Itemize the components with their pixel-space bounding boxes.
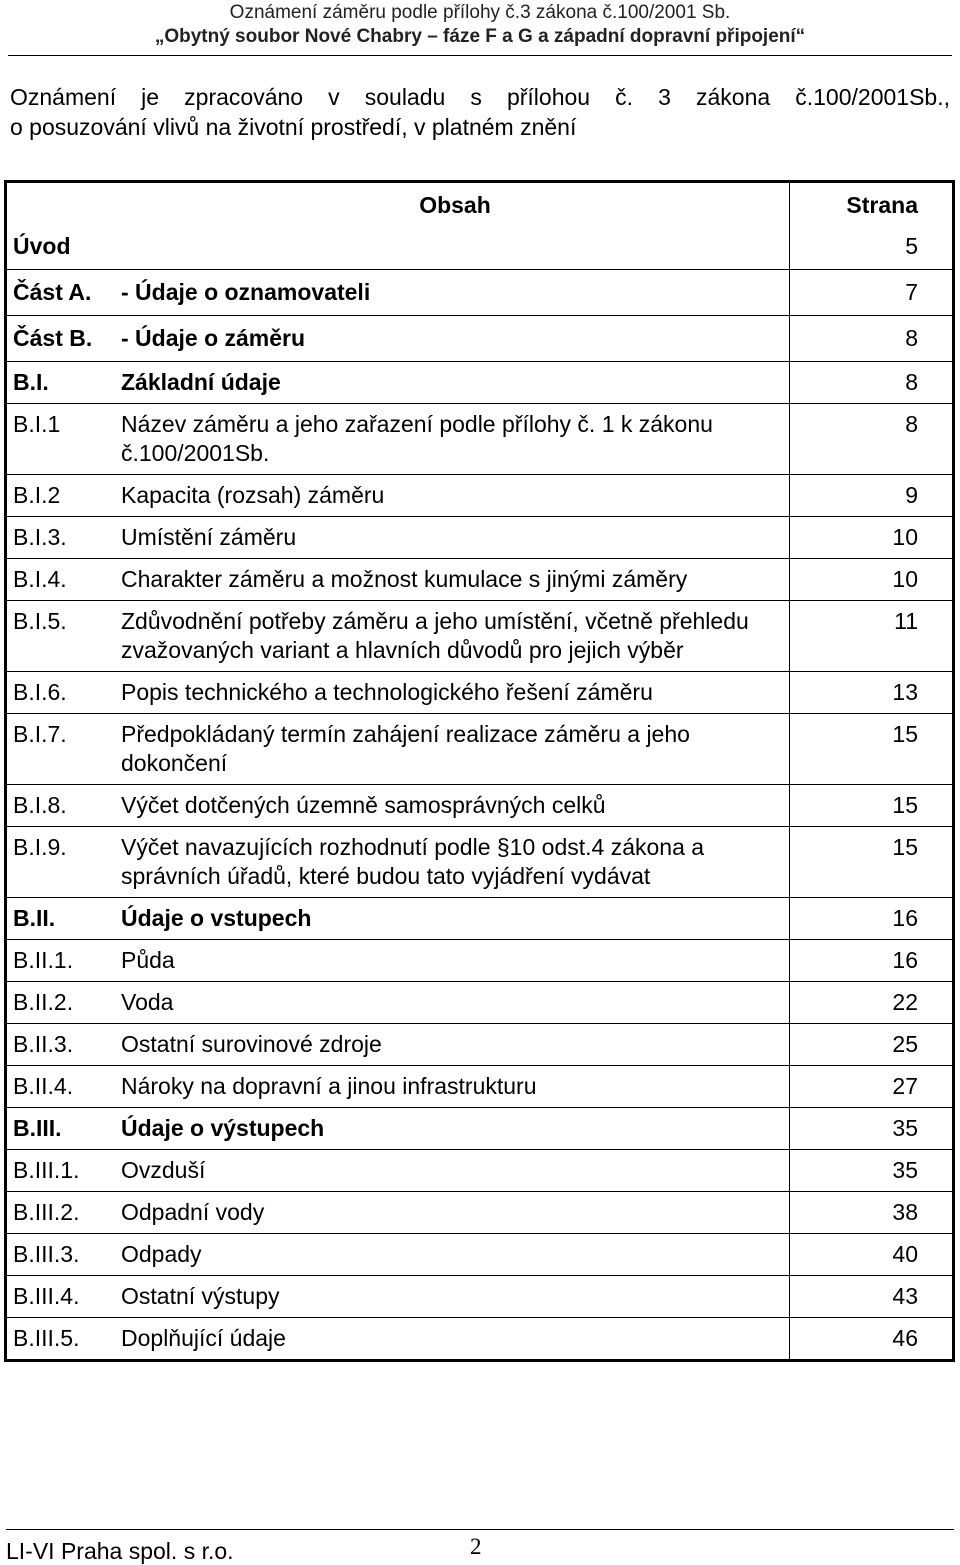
toc-entry-title-line-2: zvažovaných variant a hlavních důvodů pro jejich výběr — [121, 637, 684, 663]
toc-entry-title-line: Výčet navazujících rozhodnutí podle §10 odst.4 zákona a — [121, 834, 705, 860]
toc-entry-number: B.III.3. — [7, 1234, 121, 1276]
header-divider — [8, 55, 952, 56]
toc-entry-number: Úvod — [13, 233, 71, 259]
toc-entry-title — [121, 316, 790, 362]
toc-entry — [7, 270, 952, 316]
toc-entry-title-line: Název záměru a jeho zařazení podle přílohy č. 1 k zákonu — [121, 411, 713, 437]
toc-entry-title — [121, 1276, 790, 1318]
toc-entry-number: B.III. — [7, 1108, 121, 1150]
toc-entry-title — [121, 1234, 790, 1276]
toc-entry-title — [121, 1150, 790, 1192]
toc-entry-title-line: Nároky na dopravní a jinou infrastrukturu — [121, 1073, 537, 1099]
running-header-title: Oznámení záměru podle přílohy č.3 zákona č.100/2001 Sb. — [229, 2, 731, 23]
toc-entry — [7, 559, 952, 601]
toc-entry-page: 8 — [790, 404, 953, 475]
toc-entry — [7, 1024, 952, 1066]
toc-entry-number: B.I.8. — [7, 785, 121, 827]
toc-entry — [7, 224, 952, 270]
toc-entry-title — [121, 224, 790, 270]
toc-entry-title-line: Odpady — [121, 1241, 202, 1267]
toc-entry-title-line: Kapacita (rozsah) záměru — [121, 482, 385, 508]
toc-entry-page: 8 — [790, 316, 953, 362]
toc-title: Obsah — [419, 192, 491, 218]
toc-entry-page: 43 — [790, 1276, 953, 1318]
toc-entry-number: B.III.1. — [7, 1150, 121, 1192]
toc-entry-title-line: - Údaje o oznamovateli — [121, 279, 371, 305]
toc-entry-title — [121, 827, 790, 898]
footer-divider — [6, 1529, 954, 1530]
running-header-project: „Obytný soubor Nové Chabry – fáze F a G a západní dopravní připojení“ — [154, 26, 806, 47]
toc-entry-title-line-2: č.100/2001Sb. — [121, 440, 270, 466]
toc-entry-number: B.III.5. — [7, 1318, 121, 1360]
toc-entry-page: 16 — [790, 940, 953, 982]
toc-entry-page: 16 — [790, 898, 953, 940]
toc-page-header: Strana — [790, 183, 953, 224]
toc-entry-title-line: Výčet dotčených územně samosprávných celků — [121, 792, 606, 818]
toc-entry — [7, 1150, 952, 1192]
toc-entry-title — [121, 404, 790, 475]
toc-entry — [7, 672, 952, 714]
intro-line-2: o posuzování vlivů na životní prostředí, v platném znění — [10, 114, 577, 140]
toc-entry-title-line-2: správních úřadů, které budou tato vyjádření vydávat — [121, 863, 651, 889]
toc-entry-title-line: Doplňující údaje — [121, 1325, 286, 1351]
toc-entry — [7, 1108, 952, 1150]
toc-entry-page: 40 — [790, 1234, 953, 1276]
toc-entry-title-line: Ovzduší — [121, 1157, 206, 1183]
toc-entry-number: B.I.1 — [7, 404, 121, 475]
toc-entry — [7, 316, 952, 362]
toc-entry — [7, 827, 952, 898]
toc-entry-title — [121, 559, 790, 601]
toc-entry-title — [121, 714, 790, 785]
toc-entry-page: 9 — [790, 475, 953, 517]
toc-entry — [7, 517, 952, 559]
toc-entry-number: B.I.7. — [7, 714, 121, 785]
toc-entry-title — [121, 362, 790, 404]
toc-entry-page: 13 — [790, 672, 953, 714]
toc-entry-title-line: Charakter záměru a možnost kumulace s jinými záměry — [121, 566, 688, 592]
toc-entry-page: 15 — [790, 785, 953, 827]
toc-entry-number: B.I.6. — [7, 672, 121, 714]
toc-entry-page: 27 — [790, 1066, 953, 1108]
intro-paragraph — [10, 82, 950, 142]
toc-entry-page: 11 — [790, 601, 953, 672]
toc-entry — [7, 1066, 952, 1108]
toc-entry-title — [121, 1066, 790, 1108]
toc-entry-number: B.III.2. — [7, 1192, 121, 1234]
toc-entry-title — [121, 982, 790, 1024]
intro-line-1: Oznámení je zpracováno v souladu s přílohou č. 3 zákona č.100/2001Sb., — [10, 84, 950, 110]
toc-entry — [7, 982, 952, 1024]
toc-entry-number: B.I. — [7, 362, 121, 404]
toc-entry-number: B.II. — [7, 898, 121, 940]
toc-entry-number: B.I.3. — [7, 517, 121, 559]
toc-entry-title-line: Údaje o výstupech — [121, 1115, 325, 1141]
toc-entry — [7, 475, 952, 517]
toc-entry-page: 22 — [790, 982, 953, 1024]
toc-entry — [7, 1276, 952, 1318]
toc-entry-page: 10 — [790, 559, 953, 601]
footer-page-number: 2 — [470, 1534, 482, 1559]
toc-entry-number: Část B. — [7, 316, 121, 362]
toc-entry-page: 38 — [790, 1192, 953, 1234]
toc-entry-page: 25 — [790, 1024, 953, 1066]
toc-entry-number: B.I.5. — [7, 601, 121, 672]
toc-entry-title — [121, 475, 790, 517]
toc-entry-number: B.II.3. — [7, 1024, 121, 1066]
toc-entry-page: 8 — [790, 362, 953, 404]
toc-entry-number: B.II.4. — [7, 1066, 121, 1108]
toc-entry — [7, 1192, 952, 1234]
table-of-contents — [4, 180, 955, 1362]
toc-entry — [7, 362, 952, 404]
toc-entry-title-line: Údaje o vstupech — [121, 905, 312, 931]
toc-entry-title — [121, 785, 790, 827]
toc-entry-number: B.I.4. — [7, 559, 121, 601]
toc-entry-title — [121, 1108, 790, 1150]
toc-entry-title — [121, 940, 790, 982]
toc-entry — [7, 1234, 952, 1276]
toc-entry — [7, 714, 952, 785]
toc-entry-title-line: Ostatní surovinové zdroje — [121, 1031, 382, 1057]
toc-entry-number: B.III.4. — [7, 1276, 121, 1318]
toc-entry-page: 5 — [790, 224, 953, 270]
toc-entry — [7, 404, 952, 475]
toc-entry — [7, 940, 952, 982]
toc-header-row — [7, 183, 952, 224]
toc-entry-title-line-2: dokončení — [121, 750, 228, 776]
toc-entry-page: 15 — [790, 827, 953, 898]
toc-entry-title — [121, 270, 790, 316]
toc-entry-title-line: Předpokládaný termín zahájení realizace záměru a jeho — [121, 721, 690, 747]
toc-entry-title-line: - Údaje o záměru — [121, 325, 306, 351]
toc-entry-title-line: Voda — [121, 989, 174, 1015]
toc-entry-title — [121, 1192, 790, 1234]
toc-entry-title-line: Popis technického a technologického řešení záměru — [121, 679, 653, 705]
toc-entry-number: B.I.2 — [7, 475, 121, 517]
toc-entry-page: 7 — [790, 270, 953, 316]
toc-entry-title-line: Půda — [121, 947, 175, 973]
toc-entry-title-line: Základní údaje — [121, 369, 281, 395]
toc-entry-page: 46 — [790, 1318, 953, 1360]
toc-entry-title-line: Zdůvodnění potřeby záměru a jeho umístění, včetně přehledu — [121, 608, 749, 634]
toc-entry-number: B.I.9. — [7, 827, 121, 898]
toc-entry-page: 35 — [790, 1108, 953, 1150]
toc-entry — [7, 601, 952, 672]
toc-table — [7, 183, 952, 1359]
toc-entry-title-line: Umístění záměru — [121, 524, 297, 550]
toc-entry — [7, 1318, 952, 1360]
toc-entry-number: Část A. — [7, 270, 121, 316]
toc-entry-title — [121, 517, 790, 559]
toc-entry — [7, 785, 952, 827]
toc-entry-title-line: Ostatní výstupy — [121, 1283, 280, 1309]
footer-company: LI-VI Praha spol. s r.o. — [6, 1538, 234, 1564]
toc-entry-title — [121, 601, 790, 672]
toc-entry-title — [121, 1318, 790, 1360]
toc-entry — [7, 898, 952, 940]
toc-entry-number: B.II.1. — [7, 940, 121, 982]
toc-entry-title — [121, 898, 790, 940]
toc-entry-number: B.II.2. — [7, 982, 121, 1024]
toc-entry-title-line: Odpadní vody — [121, 1199, 265, 1225]
toc-entry-page: 10 — [790, 517, 953, 559]
toc-entry-title — [121, 1024, 790, 1066]
toc-entry-title — [121, 672, 790, 714]
toc-entry-page: 35 — [790, 1150, 953, 1192]
toc-entry-page: 15 — [790, 714, 953, 785]
